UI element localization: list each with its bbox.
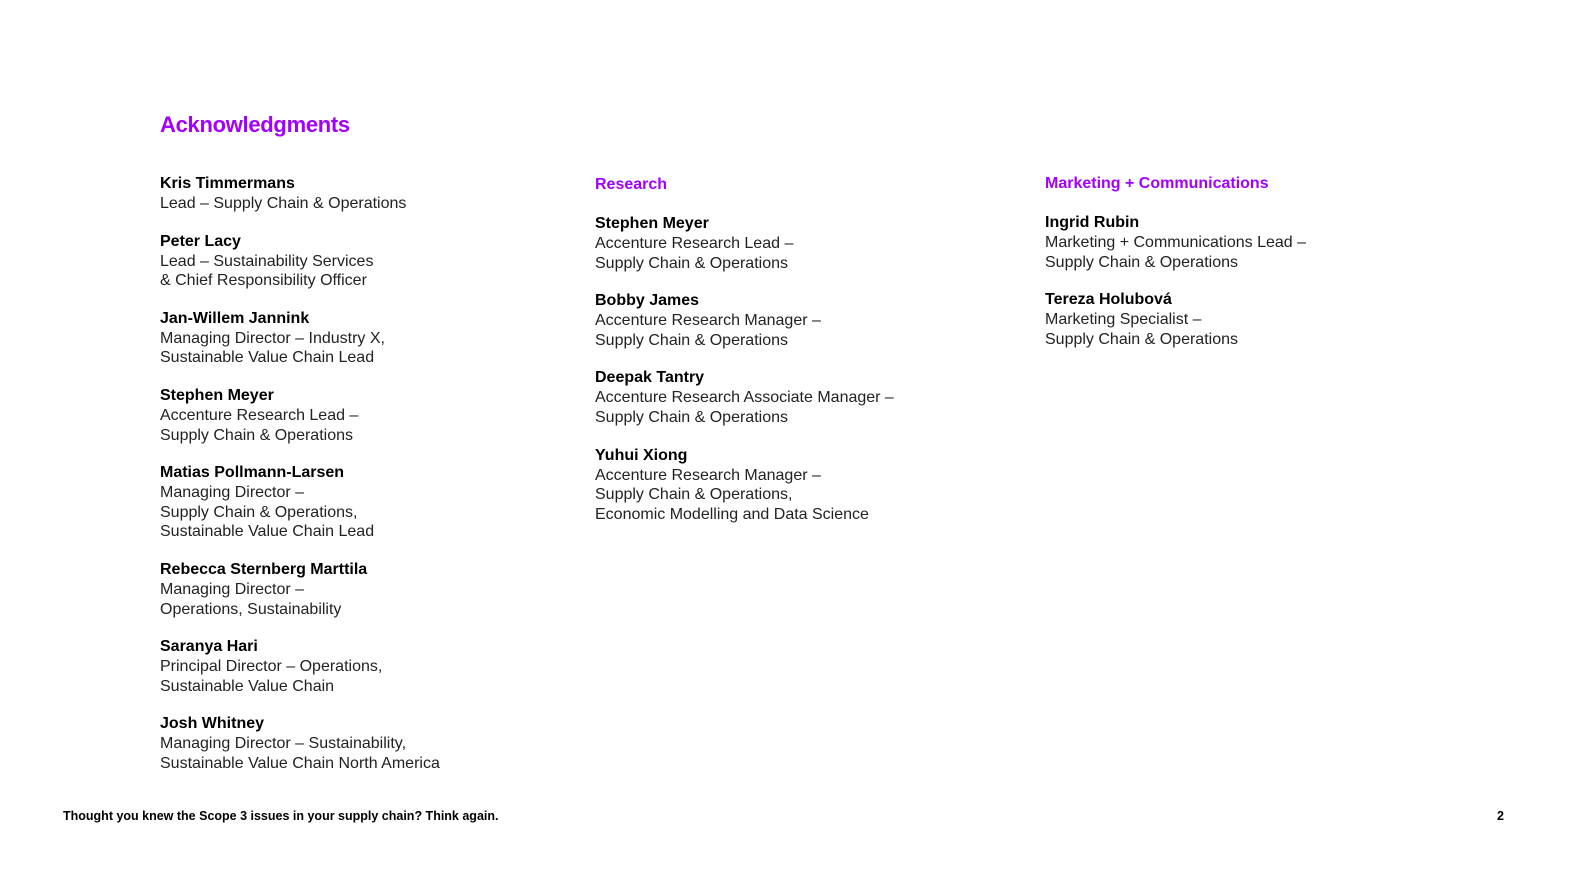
person-entry <box>160 463 580 542</box>
page-title: Acknowledgments <box>160 112 350 137</box>
person-role-line: Managing Director – <box>160 484 305 502</box>
person-role-line: Supply Chain & Operations, <box>595 486 793 504</box>
page-number: 2 <box>1497 809 1504 823</box>
marketing-heading: Marketing + Communications <box>1045 175 1269 192</box>
person-entry <box>160 637 580 696</box>
person-role-line: Supply Chain & Operations <box>595 408 788 426</box>
person-entry <box>1045 290 1485 349</box>
person-role-line: Managing Director – <box>160 580 305 598</box>
person-role-line: Accenture Research Manager – <box>595 466 821 484</box>
person-name: Kris Timmermans <box>160 175 295 192</box>
person-name: Saranya Hari <box>160 638 258 656</box>
person-role-line: Managing Director – Sustainability, <box>160 735 407 753</box>
person-name: Ingrid Rubin <box>1045 214 1140 231</box>
marketing-column <box>1045 174 1485 367</box>
person-entry <box>160 232 580 291</box>
person-name: Tereza Holubová <box>1045 291 1172 309</box>
person-role-line: Supply Chain & Operations <box>595 254 788 272</box>
person-role-line: Accenture Research Manager – <box>595 312 821 330</box>
person-name: Yuhui Xiong <box>595 446 688 464</box>
leadership-column <box>160 174 580 792</box>
person-role-line: Supply Chain & Operations <box>160 426 353 444</box>
person-role-line: Managing Director – Industry X, <box>160 329 385 347</box>
person-role-line: Sustainable Value Chain Lead <box>160 523 375 541</box>
research-heading: Research <box>595 176 668 193</box>
person-name: Josh Whitney <box>160 715 265 733</box>
person-entry <box>595 446 1025 525</box>
person-role-line: Lead – Sustainability Services <box>160 252 374 270</box>
person-role-line: Accenture Research Lead – <box>160 406 359 424</box>
person-entry <box>595 368 1025 427</box>
person-role-line: Accenture Research Lead – <box>595 235 794 252</box>
person-name: Matias Pollmann-Larsen <box>160 464 345 482</box>
person-name: Peter Lacy <box>160 232 241 250</box>
person-role-line: Principal Director – Operations, <box>160 658 383 676</box>
person-role-line: Supply Chain & Operations <box>1045 330 1238 348</box>
person-entry <box>595 291 1025 350</box>
person-role-line: Supply Chain & Operations <box>595 331 788 349</box>
person-role-line: Sustainable Value Chain <box>160 677 335 695</box>
person-role-line: Accenture Research Associate Manager – <box>595 389 894 407</box>
person-entry <box>160 309 580 368</box>
person-entry <box>160 174 580 214</box>
person-role-line: Operations, Sustainability <box>160 600 342 618</box>
person-role-line: Economic Modelling and Data Science <box>595 505 869 523</box>
person-name: Rebecca Sternberg Marttila <box>160 560 368 578</box>
person-entry <box>595 214 1025 273</box>
person-name: Stephen Meyer <box>160 386 274 404</box>
person-role-line: & Chief Responsibility Officer <box>160 272 367 290</box>
person-name: Bobby James <box>595 292 700 310</box>
person-role-line: Marketing Specialist – <box>1045 311 1202 329</box>
person-role-line: Supply Chain & Operations <box>1045 253 1238 271</box>
person-role-line: Marketing + Communications Lead – <box>1045 234 1307 251</box>
person-role-line: Sustainable Value Chain North America <box>160 754 440 772</box>
footer-text: Thought you knew the Scope 3 issues in your supply chain? Think again. <box>63 809 499 823</box>
person-name: Deepak Tantry <box>595 369 705 387</box>
person-role-line: Sustainable Value Chain Lead <box>160 349 375 367</box>
research-column <box>595 175 1025 542</box>
marketing-list <box>1045 213 1485 349</box>
person-entry <box>1045 213 1485 272</box>
person-name: Stephen Meyer <box>595 215 709 232</box>
person-role-line: Supply Chain & Operations, <box>160 503 358 521</box>
person-role-line: Lead – Supply Chain & Operations <box>160 195 407 212</box>
person-entry <box>160 714 580 773</box>
research-list <box>595 214 1025 524</box>
person-entry <box>160 386 580 445</box>
person-entry <box>160 560 580 619</box>
person-name: Jan-Willem Jannink <box>160 309 310 327</box>
